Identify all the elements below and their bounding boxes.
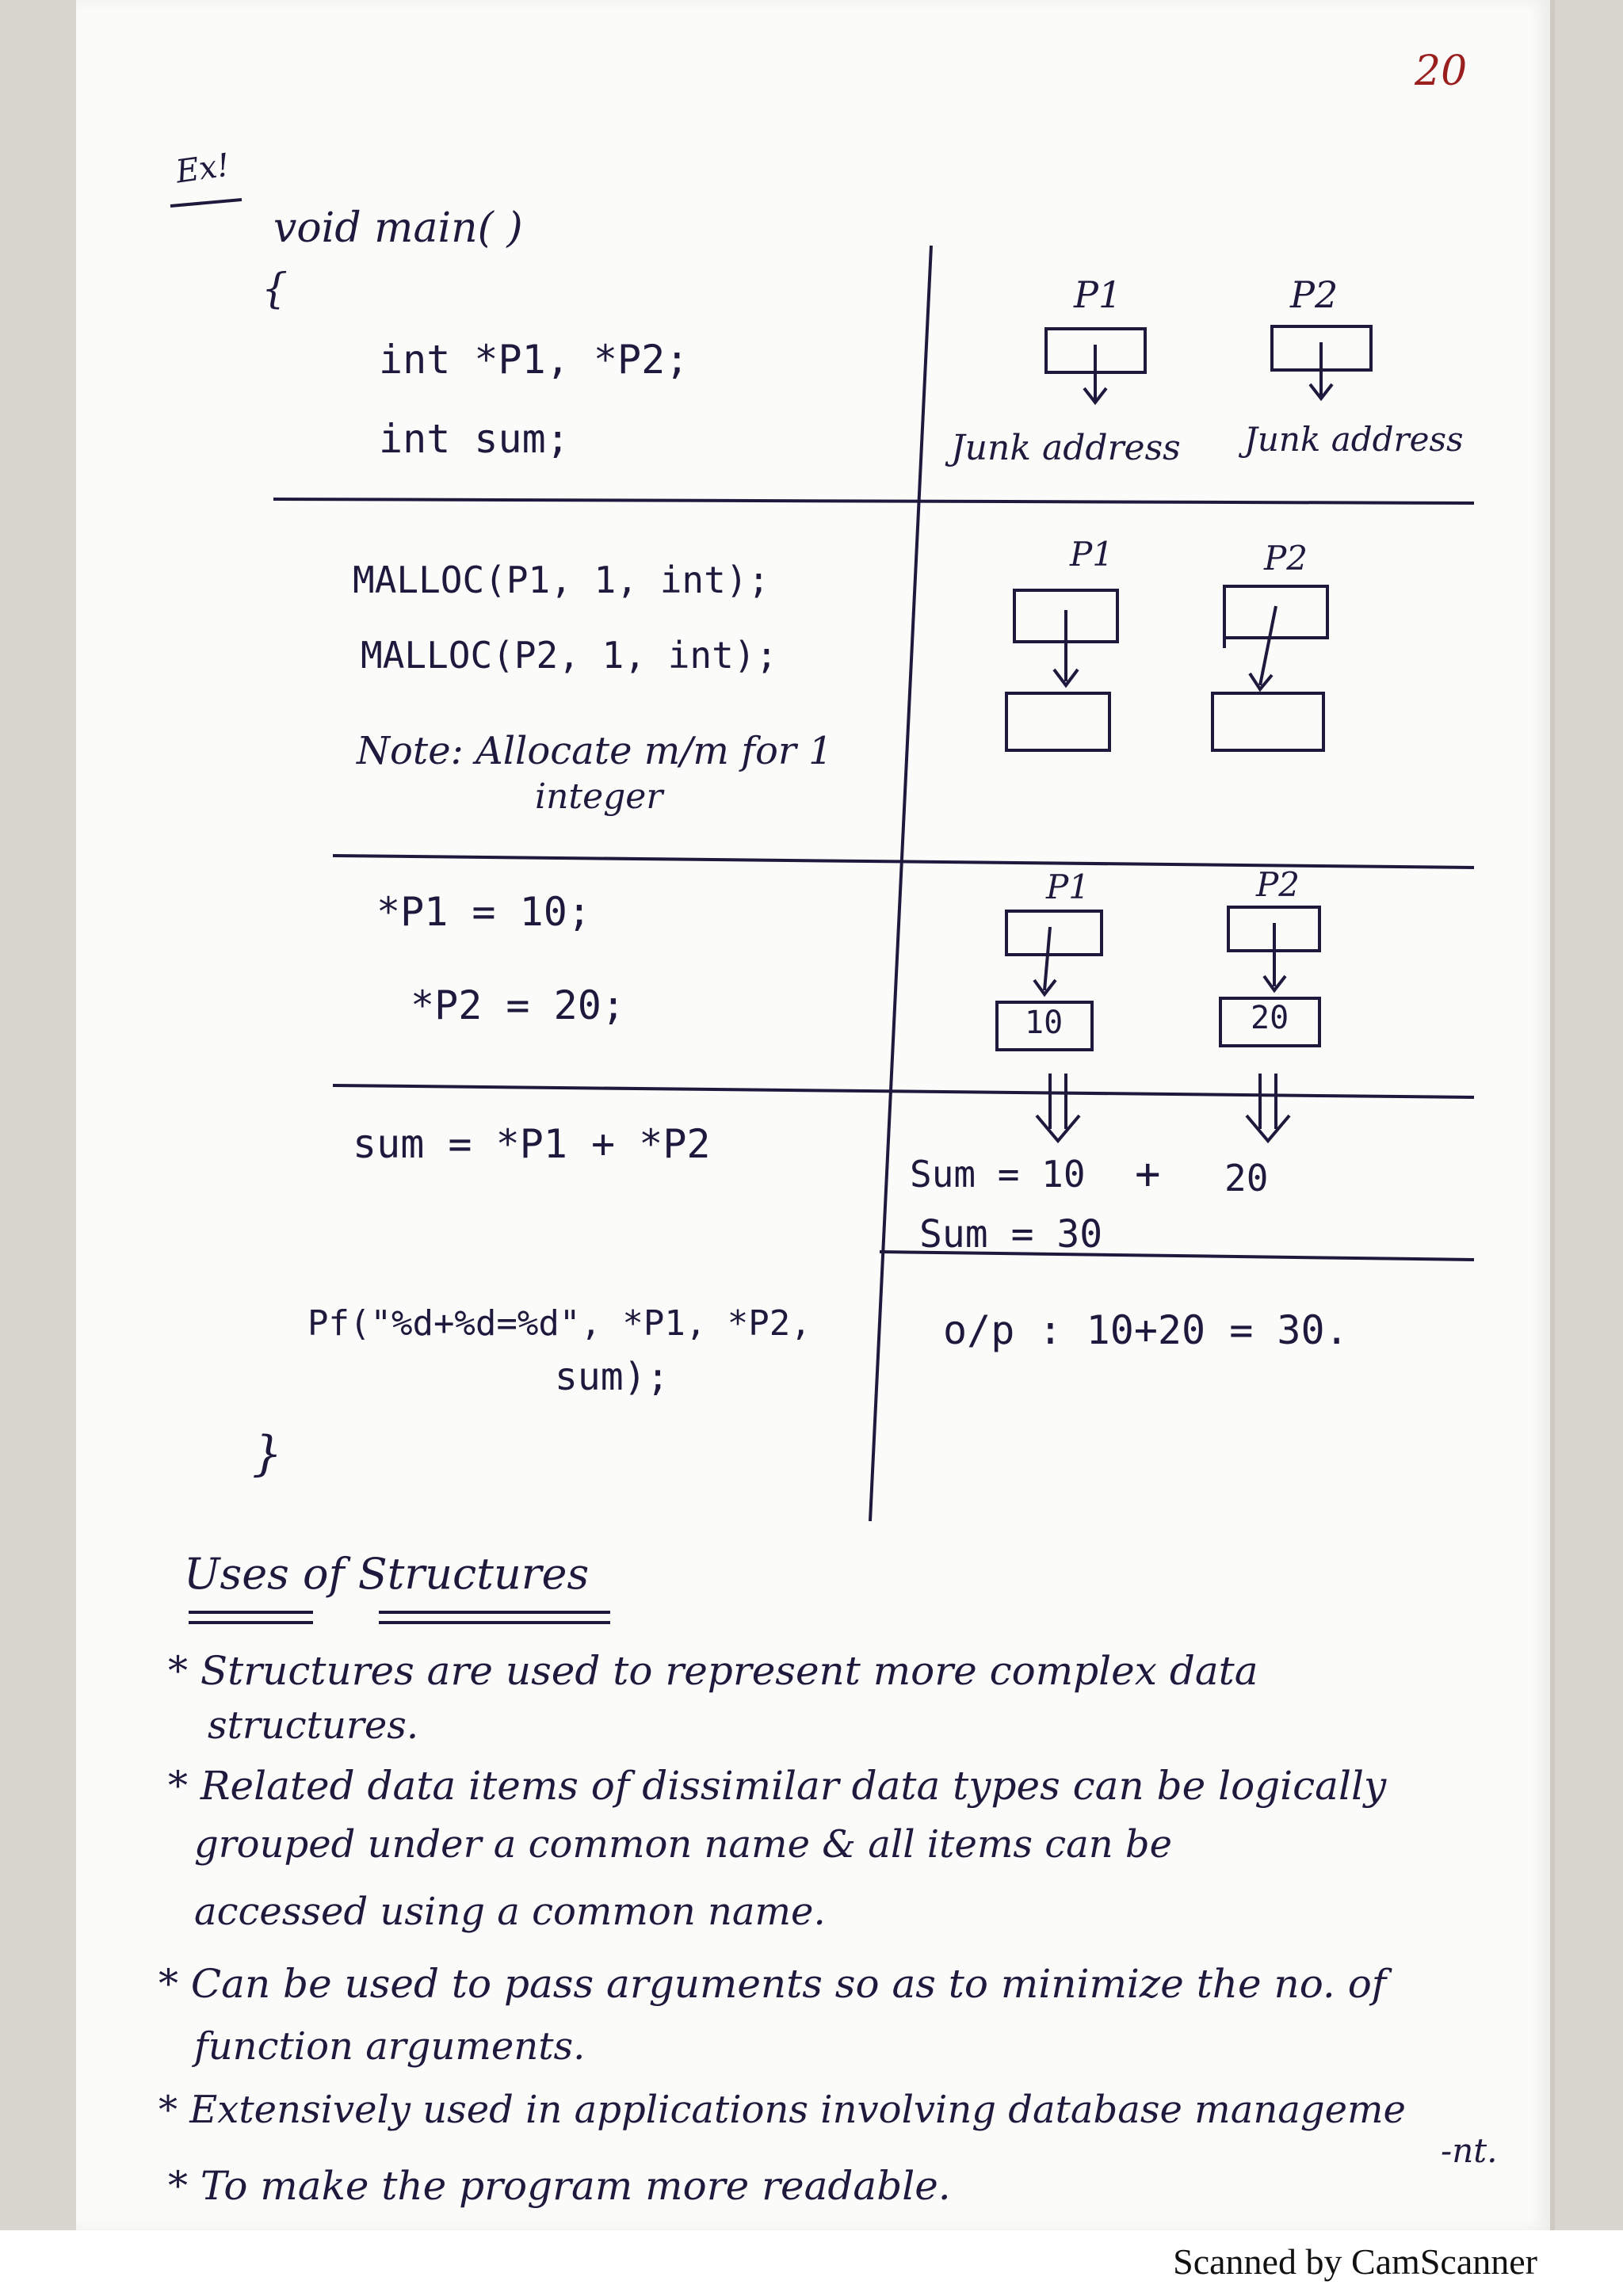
code-malloc-p2: MALLOC(P2, 1, int);: [361, 634, 778, 677]
vertical-divider: [870, 246, 931, 1521]
code-brace-close: }: [252, 1426, 283, 1482]
sum-line-2: Sum = 30: [919, 1212, 1103, 1257]
code-malloc-p1: MALLOC(P1, 1, int);: [353, 559, 770, 601]
uses-item-3-cont: function arguments.: [194, 2024, 586, 2069]
uses-item-2-cont-2: accessed using a common name.: [194, 1890, 826, 1934]
p2-label-1: P2: [1290, 273, 1338, 316]
p1-box-3: [1006, 911, 1102, 955]
example-label: Ex!: [174, 147, 232, 191]
p1-label-3: P1: [1046, 868, 1090, 906]
code-printf-line-2: sum);: [555, 1355, 670, 1399]
uses-item-5: * To make the program more readable.: [168, 2163, 951, 2209]
code-sum-expr: sum = *P1 + *P2: [353, 1121, 711, 1167]
uses-heading: Uses of Structures: [184, 1549, 590, 1599]
code-brace-open: {: [262, 265, 288, 313]
uses-item-4-cont: -nt.: [1441, 2131, 1498, 2170]
output-line: o/p : 10+20 = 30.: [943, 1307, 1349, 1353]
note-line-2: integer: [535, 776, 663, 817]
row-divider-3: [333, 1085, 1474, 1097]
uses-item-4: * Extensively used in applications involving database manageme: [158, 2088, 1406, 2132]
note-line-1: Note: Allocate m/m for 1: [357, 729, 833, 773]
code-decl-pointers: int *P1, *P2;: [379, 337, 689, 383]
code-assign-p1: *P1 = 10;: [376, 889, 591, 935]
junk-address-2: Junk address: [1244, 420, 1464, 459]
p1-label-1: P1: [1074, 273, 1122, 316]
code-decl-sum: int sum;: [379, 416, 570, 462]
p2-label-2: P2: [1264, 539, 1308, 578]
uses-item-2-cont-1: grouped under a common name & all items can be: [194, 1822, 1173, 1867]
uses-item-1: * Structures are used to represent more complex data: [168, 1648, 1258, 1694]
scanner-watermark: Scanned by CamScanner: [1173, 2241, 1537, 2282]
p2-value: 20: [1251, 1000, 1289, 1036]
page-number: 20: [1415, 48, 1468, 95]
uses-item-3: * Can be used to pass arguments so as to minimize the no. of: [158, 1961, 1387, 2007]
p1-target-box: [1006, 693, 1109, 750]
uses-item-1-cont: structures.: [208, 1703, 419, 1748]
sum-twenty: 20: [1224, 1157, 1269, 1199]
sum-line-1: Sum = 10: [910, 1153, 1086, 1196]
p2-target-box: [1212, 693, 1323, 750]
code-void-main: void main( ): [273, 204, 523, 252]
code-printf-line-1: Pf("%d+%d=%d", *P1, *P2,: [307, 1303, 812, 1344]
p1-value: 10: [1025, 1005, 1064, 1041]
p1-label-2: P1: [1070, 535, 1113, 574]
plus-sign: +: [1135, 1149, 1161, 1199]
junk-address-1: Junk address: [951, 428, 1181, 468]
uses-item-2: * Related data items of dissimilar data types can be logically: [168, 1763, 1387, 1809]
p2-label-3: P2: [1256, 865, 1300, 904]
row-divider-1: [273, 499, 1474, 503]
code-assign-p2: *P2 = 20;: [411, 982, 625, 1028]
